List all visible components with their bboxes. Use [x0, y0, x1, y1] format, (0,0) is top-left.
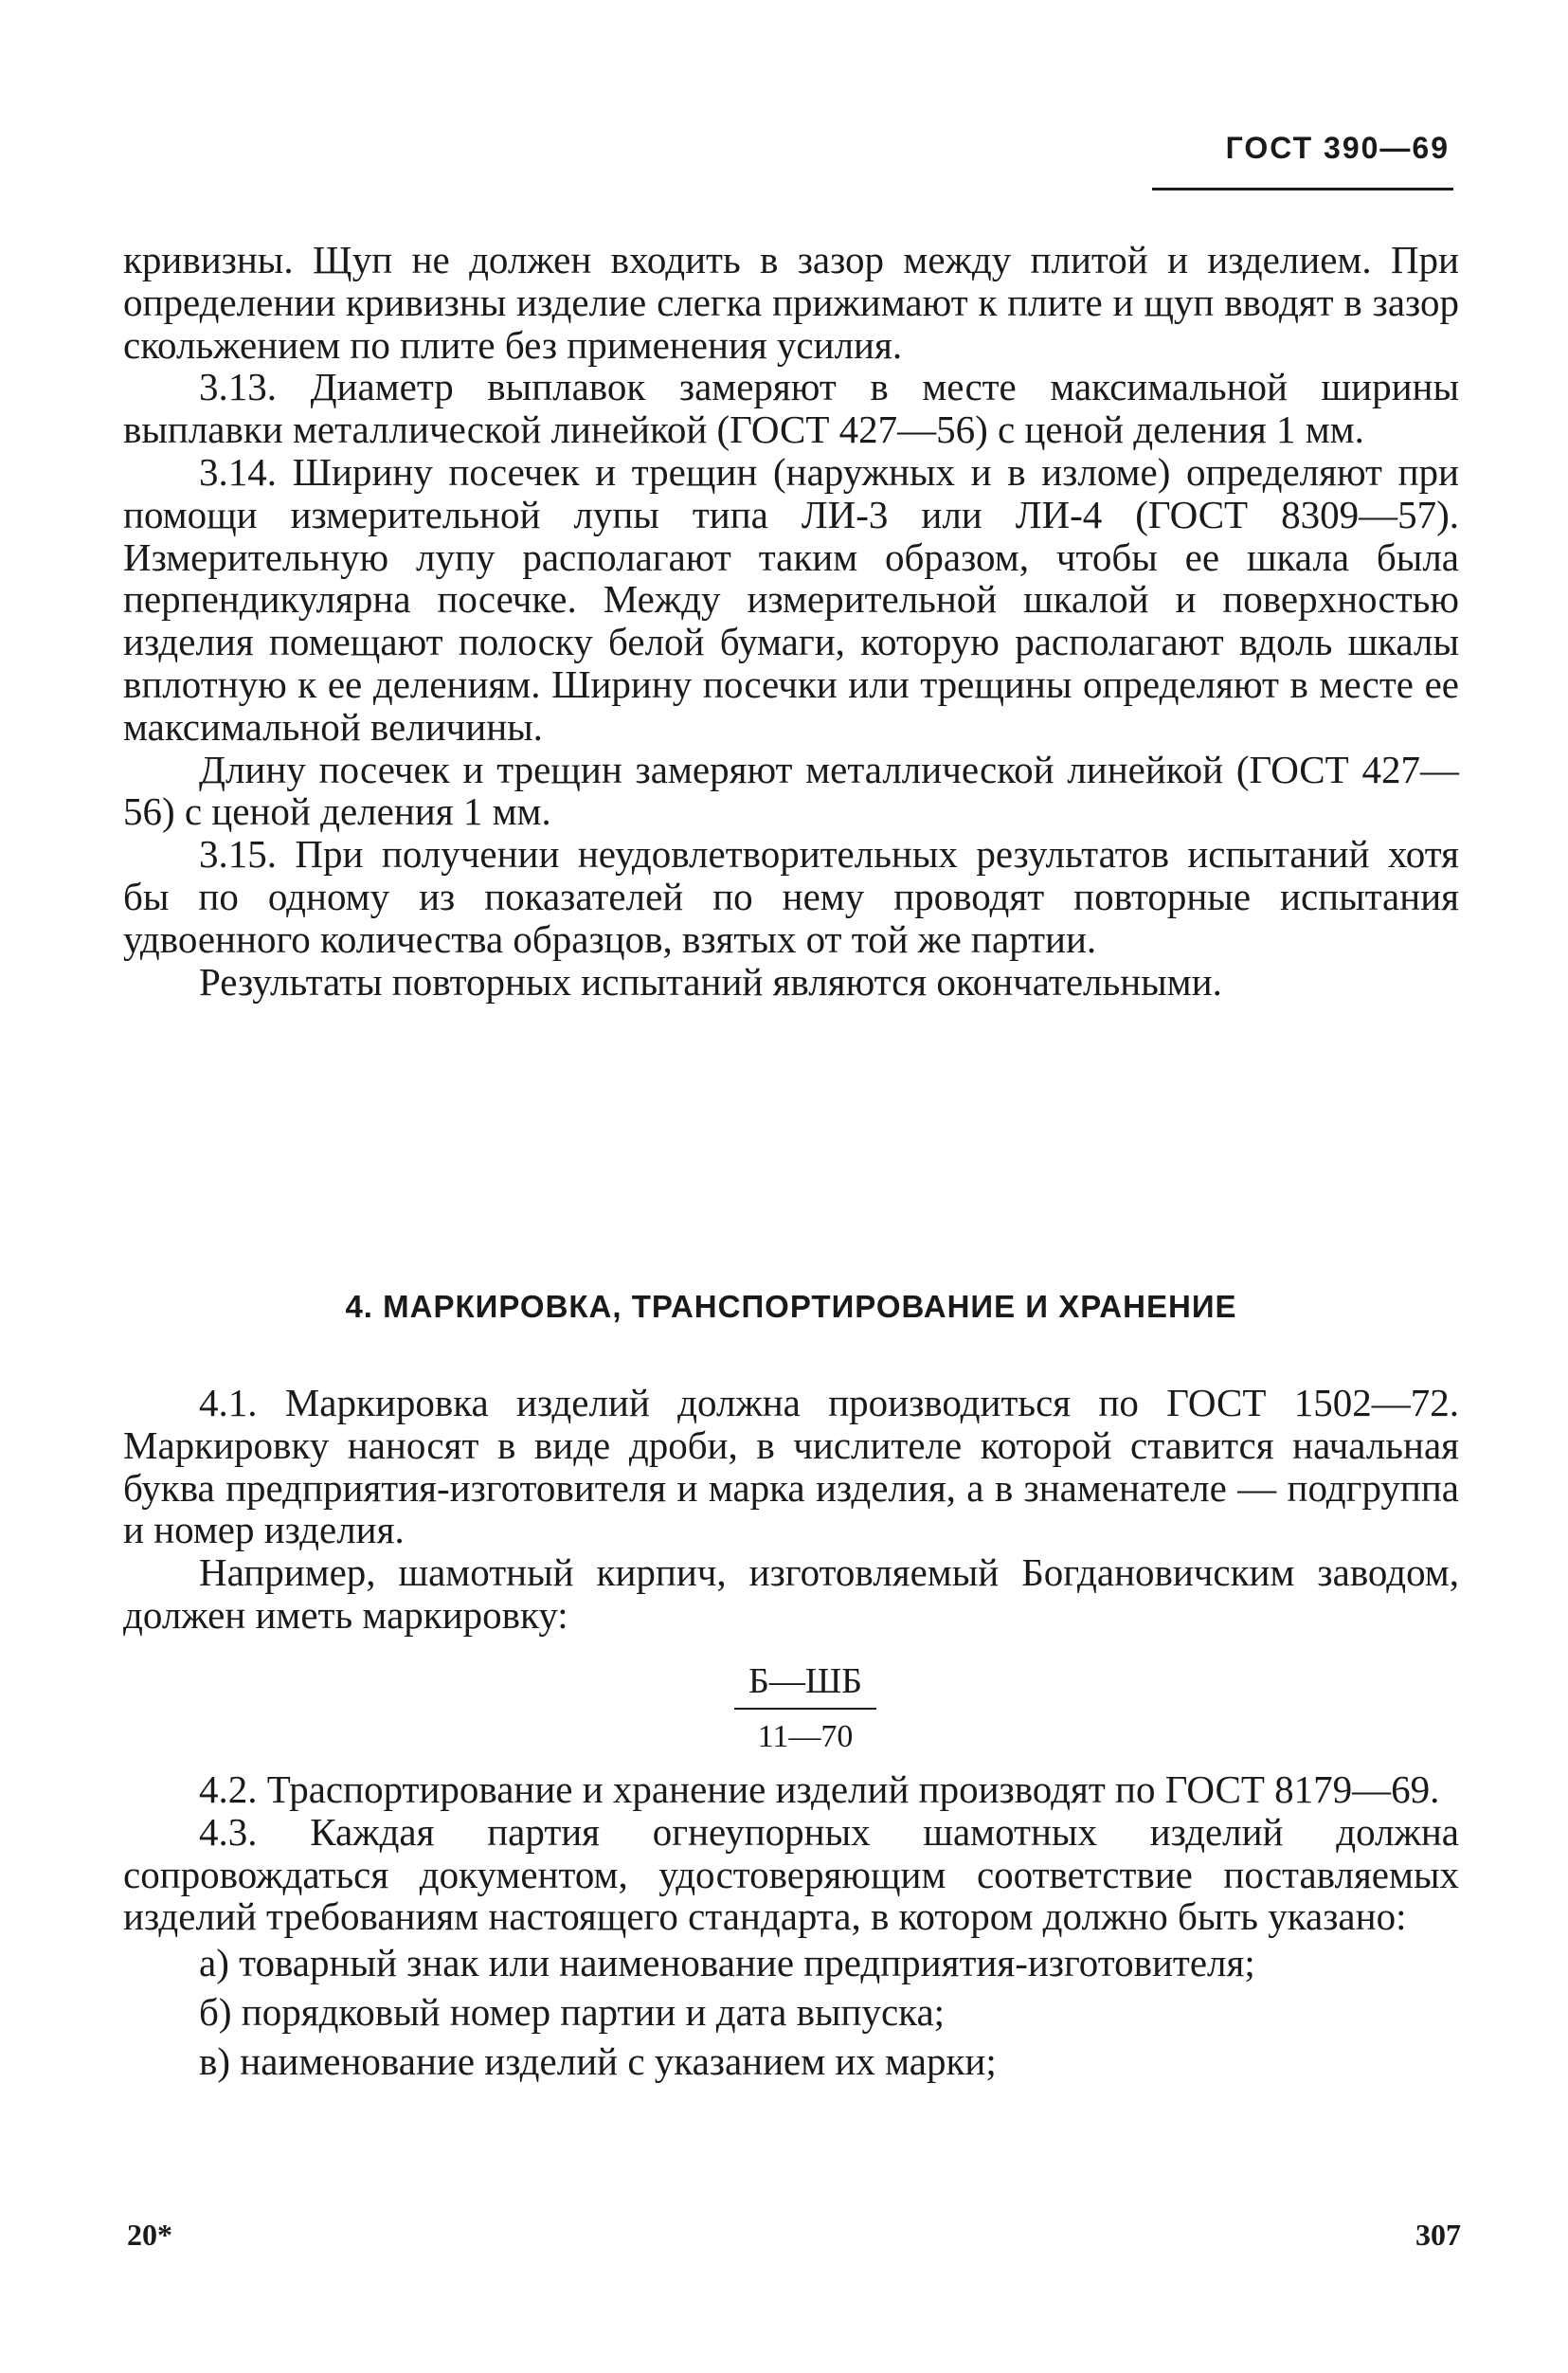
paragraph-3-14: 3.14. Ширину посечек и трещин (наружных и в изломе) определяют при помощи измерительной лупы типа ЛИ-3 или ЛИ-4 (ГОСТ 8309—57). Измерительную лупу располагают таким образом, чтобы ее шкала была перпендикулярна посечке. Между измерительной шкалой и поверхностью изделия помещают полоску белой бумаги, которую располагают вдоль шкалы вплотную к ее делениям. Ширину посечки или трещины определяют в месте ее максимальной величины. — [123, 449, 1459, 749]
section-4-text — [123, 1382, 1459, 1637]
section-3-text — [123, 239, 1459, 1003]
paragraph-4-1: 4.1. Маркировка изделий должна производиться по ГОСТ 1502—72. Маркировку наносят в виде дроби, в числителе которой ставится начальная буква предприятия-изготовителя и марка изделия, а в знаменателе — подгруппа и номер изделия. — [123, 1381, 1459, 1552]
paragraph-3-13: 3.13. Диаметр выплавок замеряют в месте максимальной ширины выплавки металлической линейкой (ГОСТ 427—56) с ценой деления 1 мм. — [123, 365, 1459, 452]
list-item: б) порядковый номер партии и дата выпуска; — [199, 1990, 946, 2035]
fraction-denominator: 11—70 — [757, 1719, 854, 1754]
section-heading: 4. МАРКИРОВКА, ТРАНСПОРТИРОВАНИЕ И ХРАНЕНИЕ — [345, 1289, 1237, 1324]
marking-fraction — [730, 1660, 881, 1755]
fraction-numerator: Б—ШБ — [748, 1661, 862, 1701]
document-header: ГОСТ 390—69 — [1225, 131, 1450, 165]
paragraph-4-2: 4.2. Траспортирование и хранение изделий производят по ГОСТ 8179—69. — [199, 1767, 1440, 1811]
paragraph-3-15: 3.15. При получении неудовлетворительных результатов испытаний хотя бы по одному из показателей по нему проводят повторные испытания удвоенного количества образцов, взятых от той же партии. — [123, 832, 1459, 961]
list-item: в) наименование изделий с указанием их марки; — [199, 2039, 997, 2084]
header-rule — [1152, 188, 1453, 190]
footer-signature: 20* — [127, 2218, 172, 2252]
paragraph-4-3: 4.3. Каждая партия огнеупорных шамотных изделий должна сопровождаться документом, удостоверяющим соответствие поставляемых изделий требованиям настоящего стандарта, в котором должно быть указано: — [123, 1809, 1459, 1939]
paragraph: Результаты повторных испытаний являются окончательными. — [199, 959, 1222, 1004]
paragraph: Длину посечек и трещин замеряют металлической линейкой (ГОСТ 427—56) с ценой деления 1 мм. — [123, 747, 1459, 834]
paragraph: Например, шамотный кирпич, изготовляемый Богдановичским заводом, должен иметь маркировку: — [123, 1550, 1459, 1637]
paragraph: кривизны. Щуп не должен входить в зазор между плитой и изделием. При определении кривизны изделие слегка прижимают к плите и щуп вводят в зазор скольжением по плите без применения усилия. — [123, 238, 1459, 367]
list-item: а) товарный знак или наименование предприятия-изготовителя; — [199, 1941, 1255, 1985]
section-4-continued — [123, 1768, 1459, 2086]
page-number: 307 — [1415, 2218, 1461, 2252]
